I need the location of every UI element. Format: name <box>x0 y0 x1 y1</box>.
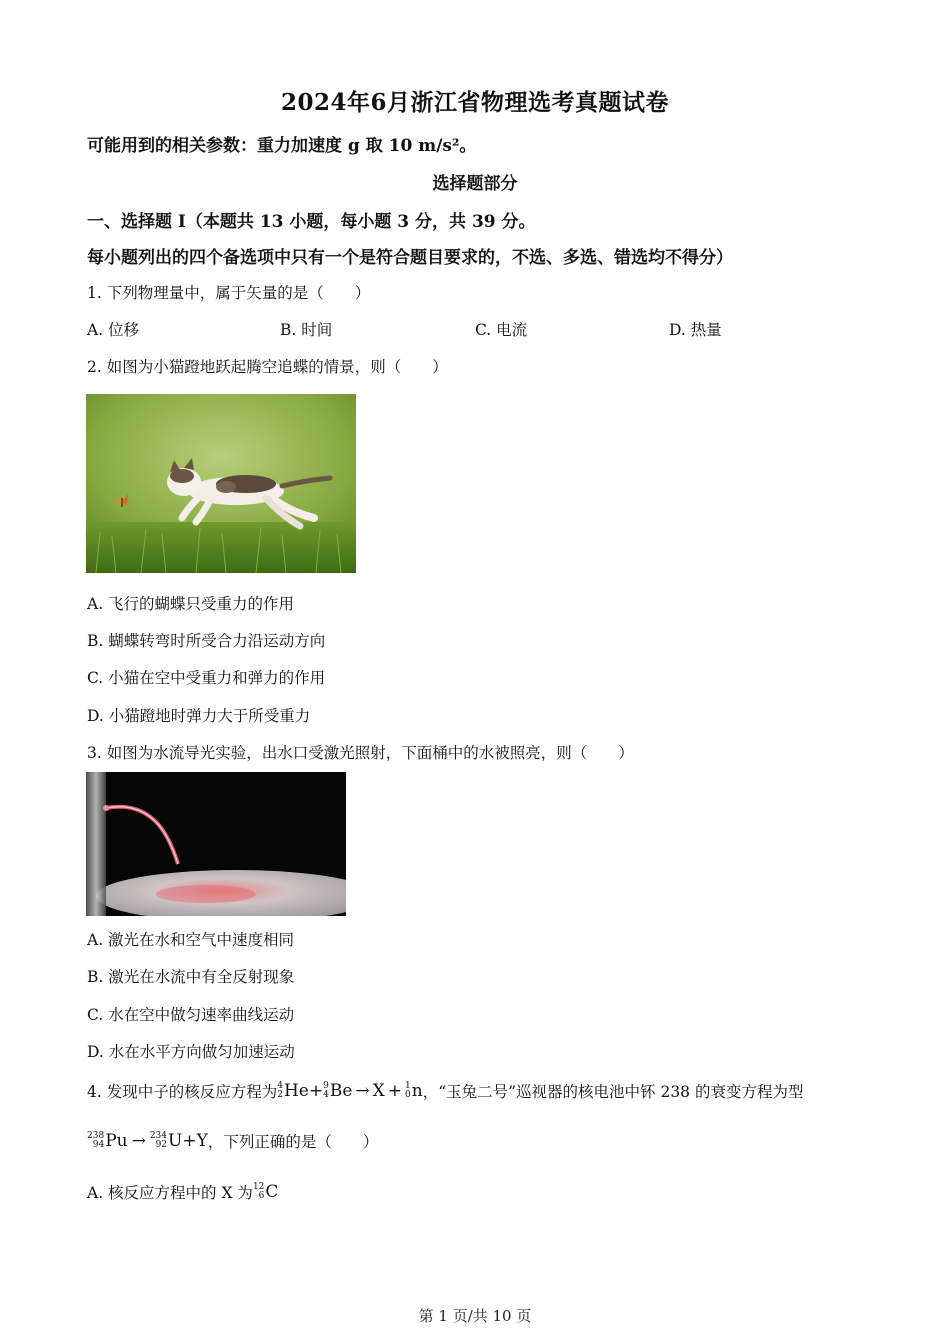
question-4-prefix: 4. 发现中子的核反应方程为 <box>87 1083 278 1101</box>
question-3-option-a: A. 激光在水和空气中速度相同 <box>87 931 295 949</box>
question-1-option-a: A. 位移 <box>87 321 140 339</box>
plus-sign: + <box>387 1081 402 1101</box>
part-instructions: 每小题列出的四个备选项中只有一个是符合题目要求的，不选、多选、错选均不得分） <box>87 248 733 268</box>
question-3-option-c: C. 水在空中做匀速率曲线运动 <box>87 1006 295 1024</box>
question-2-option-b: B. 蝴蝶转弯时所受合力沿运动方向 <box>87 632 326 650</box>
question-1-stem: 1. 下列物理量中，属于矢量的是（ ） <box>87 284 371 302</box>
plutonium-isotope-numbers: 238 94 <box>87 1131 105 1150</box>
part-heading: 一、选择题 I（本题共 13 小题，每小题 3 分，共 39 分。 <box>87 212 536 232</box>
beryllium-isotope-numbers: 9 4 <box>323 1081 329 1100</box>
question-2-option-d: D. 小猫蹬地时弹力大于所受重力 <box>87 707 311 725</box>
unknown-x-symbol: X <box>372 1081 385 1101</box>
plus-sign: + <box>308 1081 324 1101</box>
question-2-option-c: C. 小猫在空中受重力和弹力的作用 <box>87 669 326 687</box>
carbon-isotope-numbers: 12 6 <box>252 1182 265 1201</box>
beryllium-symbol: Be <box>329 1081 353 1101</box>
question-4-stem-line-2 <box>87 1130 378 1152</box>
question-4-option-a <box>87 1181 278 1203</box>
reaction-arrow: → <box>355 1081 370 1101</box>
page-footer: 第 1 页/共 10 页 <box>418 1307 532 1325</box>
water-light-guide-photo <box>86 772 346 916</box>
question-4-suffix: ，“玉兔二号”巡视器的核电池中钚 238 的衰变方程为型 <box>422 1083 804 1101</box>
uranium-isotope-numbers: 234 92 <box>149 1131 168 1150</box>
question-2-stem: 2. 如图为小猫蹬地跃起腾空追蝶的情景，则（ ） <box>87 358 448 376</box>
helium-symbol: He <box>283 1081 309 1101</box>
question-4-option-a-text: A. 核反应方程中的 X 为 <box>87 1184 253 1202</box>
question-1-option-b: B. 时间 <box>280 321 333 339</box>
question-3-option-b: B. 激光在水流中有全反射现象 <box>87 968 295 986</box>
cat-butterfly-photo <box>86 394 356 573</box>
question-3-option-d: D. 水在水平方向做匀加速运动 <box>87 1043 295 1061</box>
question-1-option-c: C. 电流 <box>475 321 528 339</box>
section-heading: 选择题部分 <box>432 174 518 194</box>
question-4-stem-line-1 <box>87 1080 803 1102</box>
neutron-isotope-numbers: 1 0 <box>405 1081 411 1100</box>
question-4-tail: ，下列正确的是（ ） <box>207 1133 379 1151</box>
question-2-option-a: A. 飞行的蝴蝶只受重力的作用 <box>87 595 295 613</box>
page-title: 2024年6月浙江省物理选考真题试卷 <box>280 89 670 116</box>
decay-arrow: → <box>131 1131 146 1151</box>
question-1-option-d: D. 热量 <box>669 321 722 339</box>
helium-isotope-numbers: 4 2 <box>277 1081 283 1100</box>
neutron-symbol: n <box>411 1081 423 1101</box>
plutonium-symbol: Pu <box>105 1131 128 1151</box>
question-3-stem: 3. 如图为水流导光实验，出水口受激光照射，下面桶中的水被照亮，则（ ） <box>87 744 634 762</box>
parameters-line: 可能用到的相关参数：重力加速度 g 取 10 m/s²。 <box>87 136 477 156</box>
uranium-symbol: U+Y <box>168 1131 208 1151</box>
carbon-symbol: C <box>265 1182 279 1202</box>
